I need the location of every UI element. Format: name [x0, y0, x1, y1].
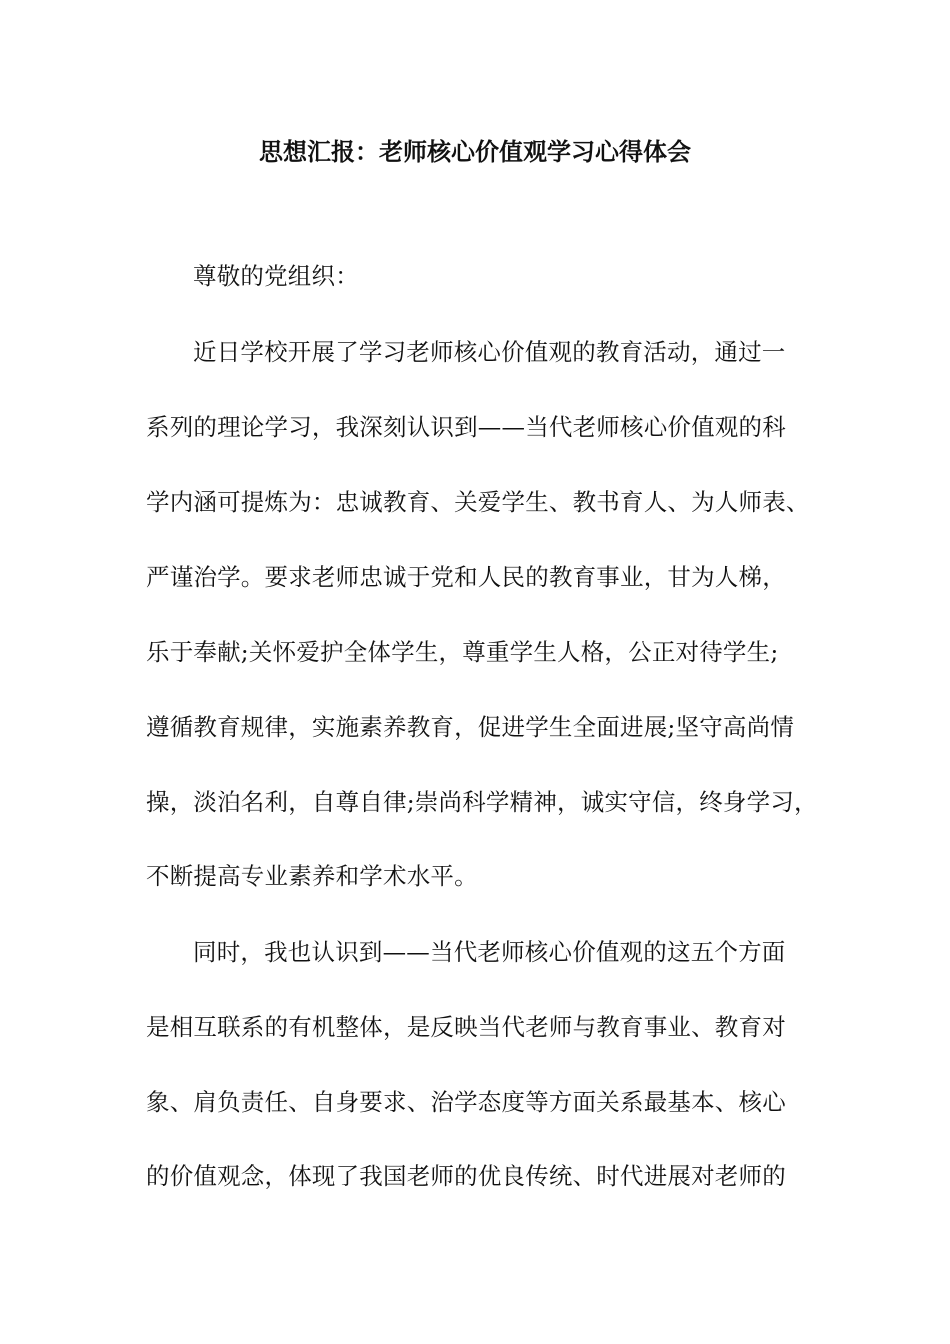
paragraph-line: 的价值观念，体现了我国老师的优良传统、时代进展对老师的 [146, 1162, 786, 1190]
salutation: 尊敬的党组织： [193, 262, 359, 290]
paragraph-line: 是相互联系的有机整体，是反映当代老师与教育事业、教育对 [146, 1013, 786, 1041]
paragraph-line: 遵循教育规律，实施素养教育，促进学生全面进展;坚守高尚情 [146, 713, 795, 741]
paragraph-line: 近日学校开展了学习老师核心价值观的教育活动，通过一 [193, 338, 786, 366]
paragraph-line: 象、肩负责任、自身要求、治学态度等方面关系最基本、核心 [146, 1088, 786, 1116]
paragraph-line: 同时，我也认识到——当代老师核心价值观的这五个方面 [193, 938, 786, 966]
paragraph-line: 乐于奉献;关怀爱护全体学生，尊重学生人格，公正对待学生; [146, 638, 779, 666]
paragraph-line: 严谨治学。要求老师忠诚于党和人民的教育事业，甘为人梯， [146, 563, 786, 591]
paragraph-line: 学内涵可提炼为：忠诚教育、关爱学生、教书育人、为人师表、 [146, 488, 810, 516]
document-title: 思想汇报：老师核心价值观学习心得体会 [259, 137, 691, 166]
paragraph-line: 系列的理论学习，我深刻认识到——当代老师核心价值观的科 [146, 413, 786, 441]
paragraph-line: 不断提高专业素养和学术水平。 [146, 862, 478, 890]
paragraph-line: 操，淡泊名利，自尊自律;崇尚科学精神，诚实守信，终身学习， [146, 788, 818, 816]
